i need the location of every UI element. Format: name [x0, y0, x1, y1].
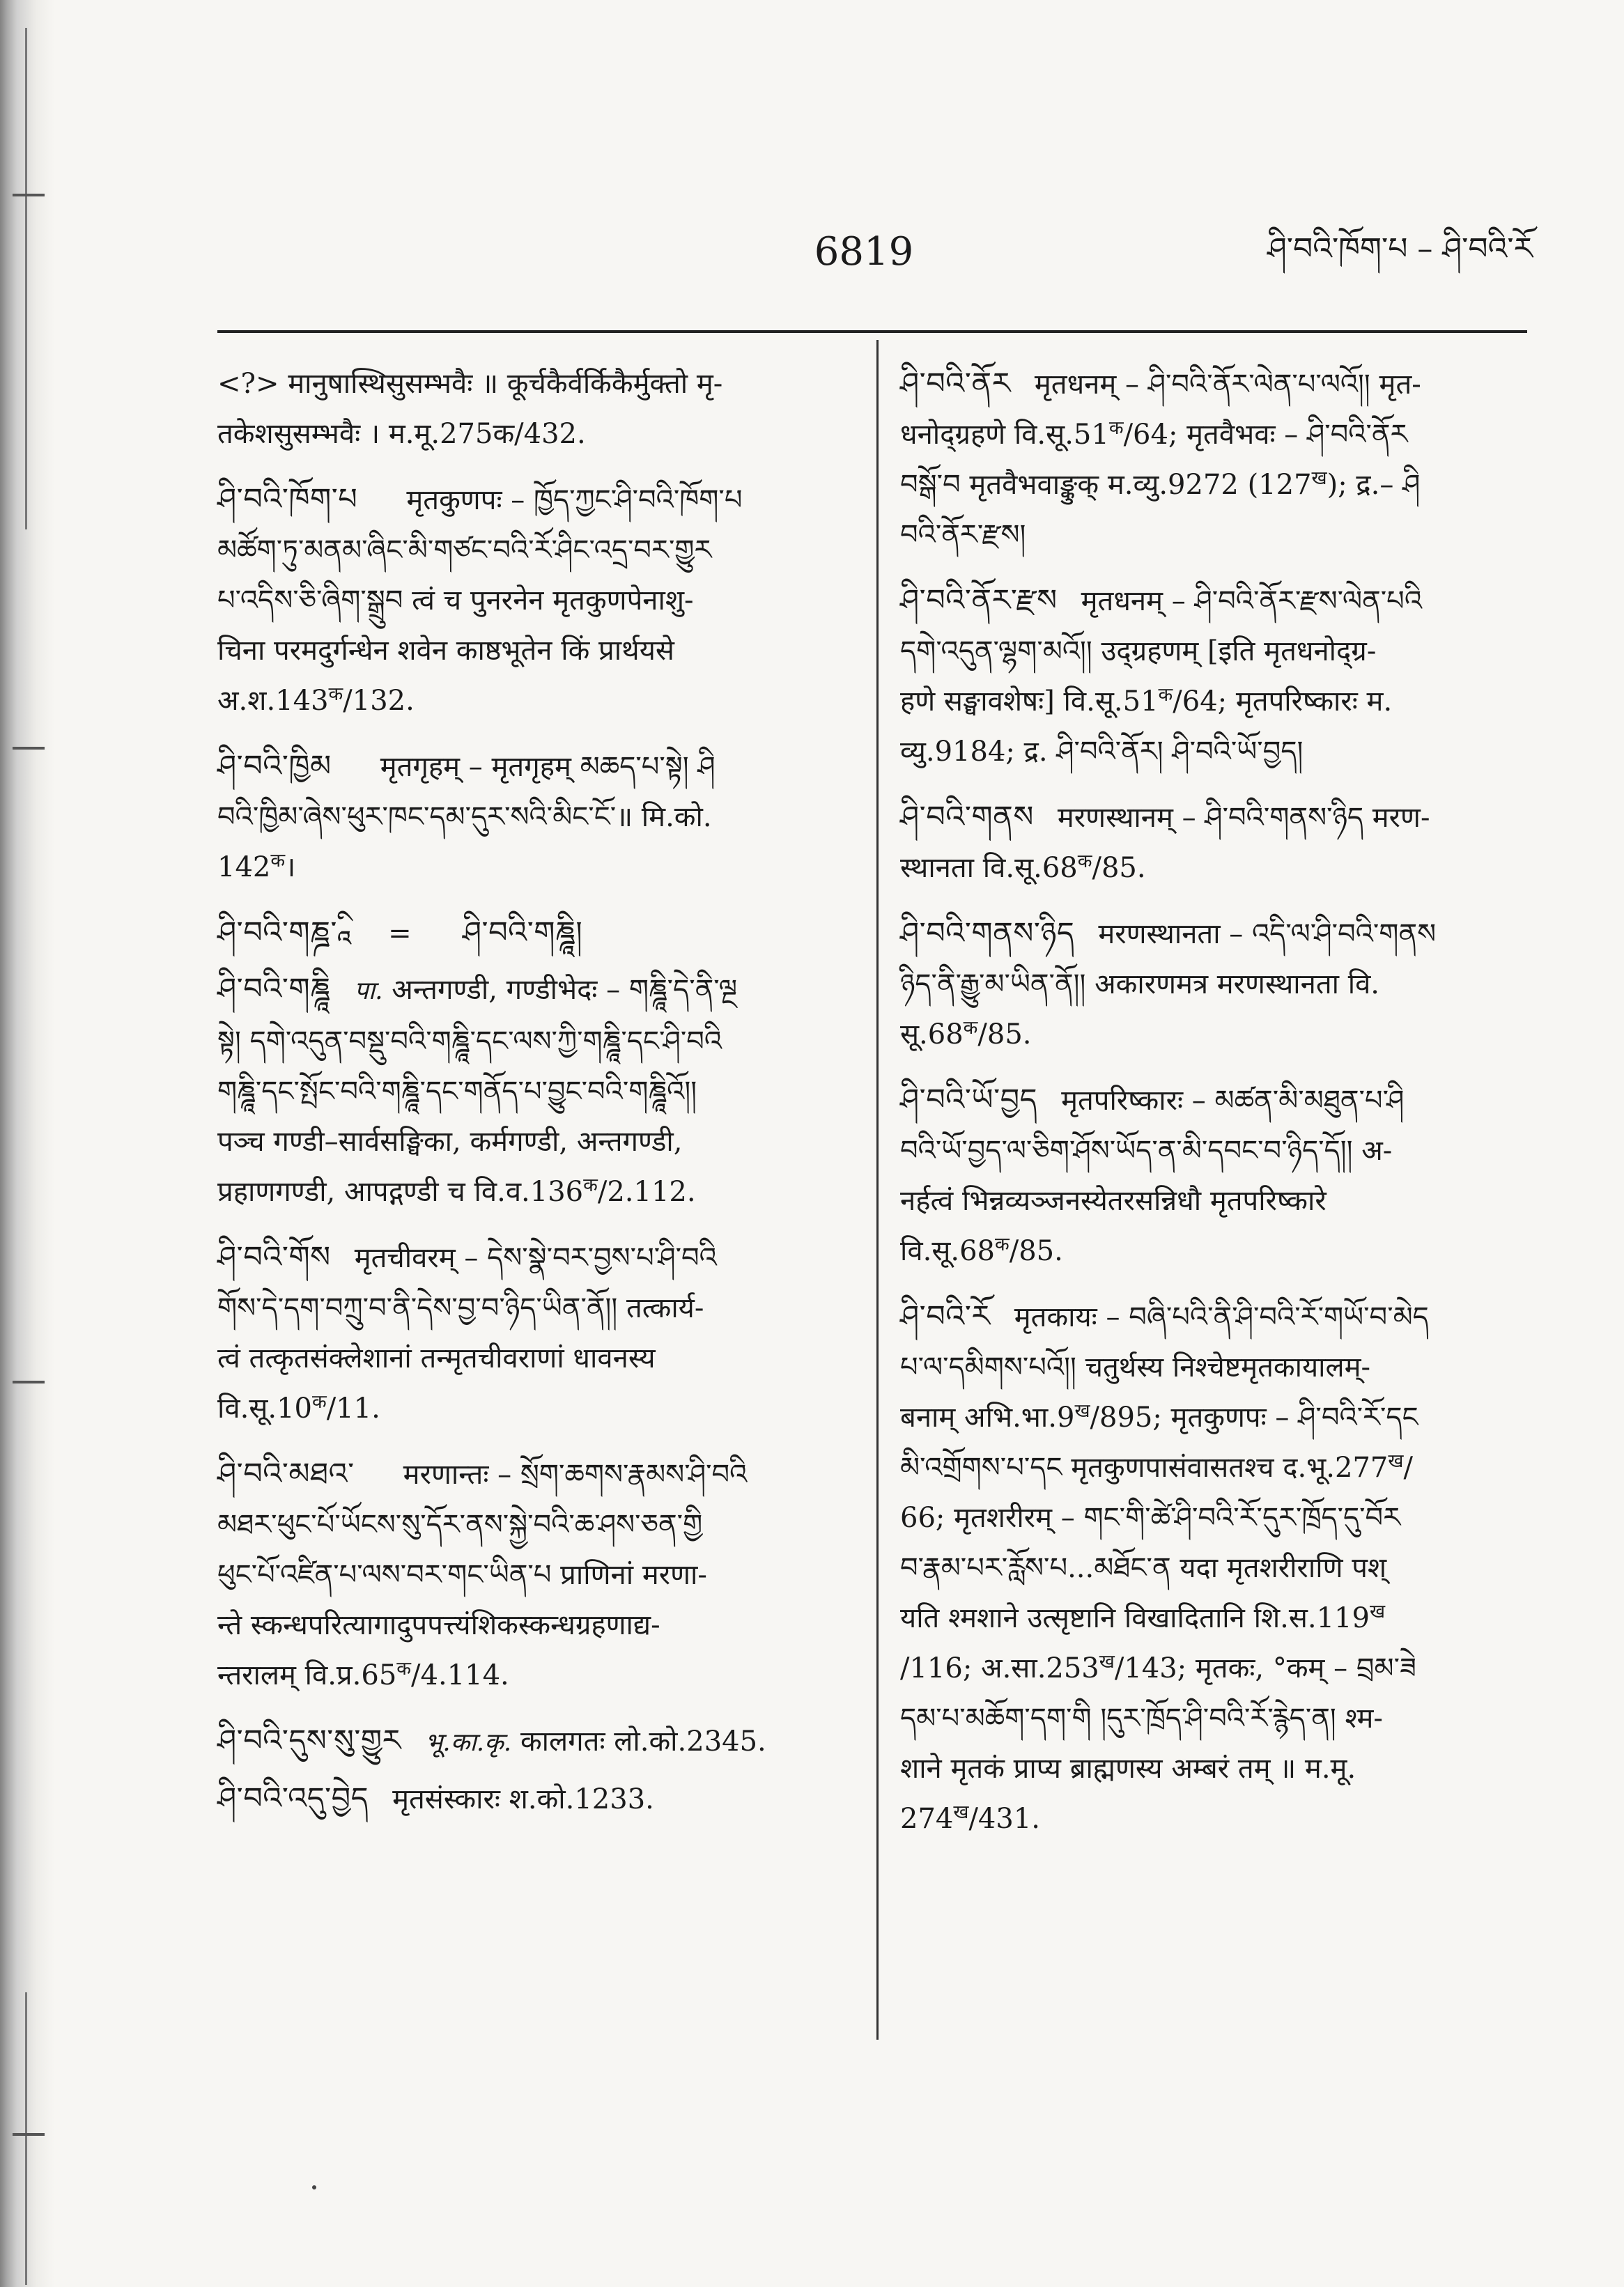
headword: ཤི་བའི་རོ [900, 1299, 991, 1334]
continuation-entry [217, 359, 853, 459]
gloss: मृतधनम् – ཤི་བའི་ནོར་རྫས་ལེན་པའི [1081, 585, 1423, 617]
entry-line: <?> मानुषास्थिसुसम्भवैः ॥ कूर्चकैर्वर्किकैर्मुक्तो मृ- [217, 368, 723, 400]
dictionary-entry [217, 1716, 853, 1768]
gloss: मरणान्तः – སྲོག་ཆགས་རྣམས་ཤི་བའི [403, 1459, 748, 1491]
reference: $सू.68^क/85$. [900, 1017, 1032, 1051]
dictionary-entry [217, 1774, 853, 1824]
left-column [217, 359, 853, 1830]
scan-edge-line [25, 1992, 27, 2285]
grammar-abbreviation: भू.का.कृ. [424, 1728, 512, 1757]
entry-line: བའི་ཡོ་བྱད་ལ་ཅིག་ཤོས་ཡོད་ན་མི་དབང་བ་ཉིད་དོ།། अ- [900, 1135, 1393, 1167]
gloss: मृतपरिष्कारः – མཚན་མི་མཐུན་པ་ཤི [1061, 1085, 1405, 1117]
scan-edge-tick [13, 194, 45, 196]
column-divider [876, 340, 879, 2040]
headword: ཤི་བའི་ཁྱིམ [217, 749, 332, 784]
entry-line: པ་ལ་དམིགས་པའོ།། चतुर्थस्य निश्चेष्टमृतकायालम्- [900, 1351, 1371, 1383]
headword: ཤི་བའི་ནོར་རྫས [900, 583, 1058, 618]
entry-line: /116; $अ.सा.253^ख/143$; मृतकः, °कम् – བྲམ་ཟེ [900, 1651, 1416, 1684]
entry-line: གོས་དེ་དག་བཀྲུ་བ་ནི་དེས་བྱ་བ་ཉིད་ཡིན་ནོ།། तत्कार्य- [217, 1292, 704, 1324]
headword: ཤི་བའི་གནས་ཉིད [900, 916, 1075, 951]
entry-line: མཐར་ཕུང་པོ་ཡོངས་སུ་དོར་ནས་སྐྱེ་བའི་ཆ་ཤས་ཅན་གྱི [217, 1509, 703, 1541]
entry-line: पञ्च गण्डी–सार्वसङ्घिका, कर्मगण्डी, अन्तगण्डी, [217, 1126, 683, 1158]
entry-line: धनोद्ग्रहणे $वि.सू.51^क/64$; मृतवैभवः – ཤི་བའི་ནོར [900, 417, 1408, 451]
scan-edge [0, 0, 54, 2287]
entry-line: ཉིད་ནི་རྒྱུ་མ་ཡིན་ནོ།། अकारणमत्र मरणस्थानता वि. [900, 968, 1380, 1000]
entry-line: शाने मृतकं प्राप्य ब्राह्मणस्य अम्बरं तम् ॥ म.मू. [900, 1753, 1356, 1785]
gloss: मृतसंस्कारः श.को.1233. [392, 1783, 654, 1815]
header-rule [217, 330, 1527, 333]
entry-line: དགེ་འདུན་ལྷག་མའོ།། उद्ग्रहणम् [इति मृतधनोद्ग्र- [900, 635, 1377, 667]
gloss: मृतचीवरम् – དེས་སྣེ་བར་བྱས་པ་ཤི་བའི [354, 1242, 717, 1274]
headword: ཤི་བའི་གོས [217, 1240, 331, 1275]
entry-line: ཕུང་པོ་འཛིན་པ་ལས་བར་གང་ཡིན་པ प्राणिनां मरणा- [217, 1559, 707, 1591]
entry-line: हणे सङ्घावशेषः] $वि.सू.51^क/64$; मृतपरिष्कारः म. [900, 684, 1393, 718]
reference: $वि.सू.10^क/11$. [217, 1391, 380, 1425]
gloss: मृतकुणपः – ཁྱོད་ཀྱང་ཤི་བའི་ཁོག་པ [406, 484, 743, 516]
scan-edge-tick [13, 1381, 45, 1383]
ink-speck [312, 2185, 316, 2189]
gloss: मरणस्थानम् – ཤི་བའི་གནས་ཉིད मरण- [1057, 802, 1430, 834]
page-number: 6819 [814, 229, 914, 274]
cross-reference-entry [217, 908, 853, 959]
entry-line: 66; मृतशरीरम् – གང་གི་ཚེ་ཤི་བའི་རོ་དུར་ཁྲོད་དུ་བོར [900, 1502, 1401, 1534]
entry-line: त्वं तत्कृतसंक्लेशानां तन्मृतचीवराणां धावनस्य [217, 1342, 656, 1374]
entry-line: यति श्मशाने उत्सृष्टानि विखादितानि $शि.स.119^ख$ [900, 1601, 1386, 1634]
gloss: मरणस्थानता – འདི་ལ་ཤི་བའི་གནས [1098, 918, 1437, 950]
dictionary-entry [900, 1292, 1527, 1844]
reference: $142^क।$ [217, 850, 296, 883]
headword: ཤི་བའི་གནས [900, 800, 1034, 835]
gloss: मृतकायः – བཞི་པའི་ནི་ཤི་བའི་རོ་གཡོ་བ་མེད [1014, 1301, 1429, 1333]
entry-line: न्ते स्कन्धपरित्यागादुपपत्त्यंशिकस्कन्धग्रहणाद्य- [217, 1609, 660, 1641]
equals-sign: = [388, 917, 412, 949]
dictionary-entry [217, 474, 853, 726]
entry-line: བསྒོ་བ मृतवैभवाङ्कुक् म.व्यु.9272 $(127^ख)$; द्र.– ཤི [900, 467, 1421, 501]
dictionary-entry [900, 1075, 1527, 1276]
dictionary-entry [217, 741, 853, 892]
entry-line: बनाम् $अभि.भा.9^ख/895$; मृतकुणपः – ཤི་བའི་རོ་དང [900, 1400, 1418, 1434]
entry-line: མི་འགྲོགས་པ་དང मृतकुणपासंवासतश्च $द.भू.277^ख/$ [900, 1450, 1413, 1484]
entry-line: བའི་ཁྱིམ་ཞེས་ཕུར་ཁང་དམ་དུར་སའི་མིང་ངོ་॥ मि.को. [217, 801, 712, 833]
entry-line: तकेशसुसम्भवैः । म.मू.275क/432. [217, 418, 586, 450]
entry-line: མཚོག་ཏུ་མནམ་ཞིང་མི་གཙང་བའི་རོ་ཤིང་འདྲ་བར་གྱུར [217, 534, 712, 566]
cross-reference-target: ཤི་བའི་གཎྜཱི། [462, 915, 583, 950]
entry-line: བ་རྣམ་པར་རློས་པ...མཐོང་ན यदा मृतशरीराणि पश् [900, 1552, 1387, 1584]
scan-edge-tick [13, 2133, 45, 2136]
grammar-abbreviation: पा. [354, 977, 383, 1005]
headword: ཤི་བའི་ཁོག་པ [217, 482, 358, 517]
entry-line: གཎྜཱི་དང་སྤོང་བའི་གཎྜཱི་དང་གནོད་པ་བྱུང་བའི་གཎྜཱིའོ།། [217, 1076, 697, 1108]
gloss: अन्तगण्डी, गण्डीभेदः – གཎྜཱི་དེ་ནི་ལྔ [392, 974, 738, 1006]
reference: प्रहाणगण्डी, आपद्गण्डी च $वि.व.136^क/2.112$. [217, 1174, 696, 1208]
reference: $अ.श.143^क/132$. [217, 683, 415, 717]
gloss: कालगतः लो.को.2345. [520, 1726, 766, 1758]
entry-line: པ་འདིས་ཅི་ཞིག་སྒྲུབ त्वं च पुनरनेन मृतकुणपेनाशु- [217, 584, 694, 617]
entry-line: चिना परमदुर्गन्धेन शवेन काष्ठभूतेन किं प्रार्थयसे [217, 635, 674, 667]
dictionary-entry [900, 908, 1527, 1060]
scan-edge-tick [13, 747, 45, 750]
gloss: मृतधनम् – ཤི་བའི་ནོར་ལེན་པ་ལའོ།། मृत- [1034, 369, 1421, 401]
entry-line: བའི་ནོར་རྫས། [900, 519, 1026, 551]
running-head: ཤི་བའི་ཁོག་པ – ཤི་བའི་རོ [1267, 231, 1533, 267]
dictionary-entry [900, 575, 1527, 777]
dictionary-entry [900, 359, 1527, 560]
headword: ཤི་བའི་དུས་སུ་གྱུར [217, 1723, 401, 1758]
entry-line: སྟེ། དགེ་འདུན་བསྡུ་བའི་གཎྜཱི་དང་ལས་ཀྱི་གཎྜཱི་དང་ཤི་བའི [217, 1025, 722, 1057]
scan-edge-line [25, 28, 27, 529]
reference: $वि.सू.68^क/85$. [900, 1234, 1063, 1267]
reference: न्तरालम् $वि.प्र.65^क/4.114$. [217, 1658, 509, 1691]
headword: ཤི་བའི་གཎྜཱི [217, 972, 331, 1007]
dictionary-entry [217, 1449, 853, 1700]
reference: स्थानता $वि.सू.68^क/85$. [900, 851, 1146, 884]
headword: ཤི་བའི་ནོར [900, 366, 1011, 401]
entry-line: व्यु.9184; द्र. ཤི་བའི་ནོར། ཤི་བའི་ཡོ་བྱད། [900, 736, 1304, 768]
headword: ཤི་བའི་ཡོ་བྱད [900, 1083, 1038, 1117]
gloss: मृतगृहम् – मृतगृहम् མཆད་པ་སྟེ། ཤི [380, 751, 716, 783]
reference: $274^ख/431$. [900, 1801, 1040, 1835]
dictionary-entry [900, 792, 1527, 893]
dictionary-entry [217, 1232, 853, 1434]
dictionary-entry [217, 964, 853, 1217]
entry-line: དམ་པ་མཆོག་དག་གི །དུར་ཁྲོད་ཤི་བའི་རོ་རྙེད་ན། श्म- [900, 1703, 1383, 1735]
right-column [900, 359, 1527, 1859]
headword: ཤི་བའི་མཐའ་ [217, 1457, 355, 1491]
headword: ཤི་བའི་གཎྜ་ཱི [217, 915, 337, 950]
entry-line: नर्हत्वं भिन्नव्यञ्जनस्येतरसन्निधौ मृतपरिष्कारे [900, 1185, 1327, 1217]
headword: ཤི་བའི་འདུ་བྱེད [217, 1781, 369, 1816]
